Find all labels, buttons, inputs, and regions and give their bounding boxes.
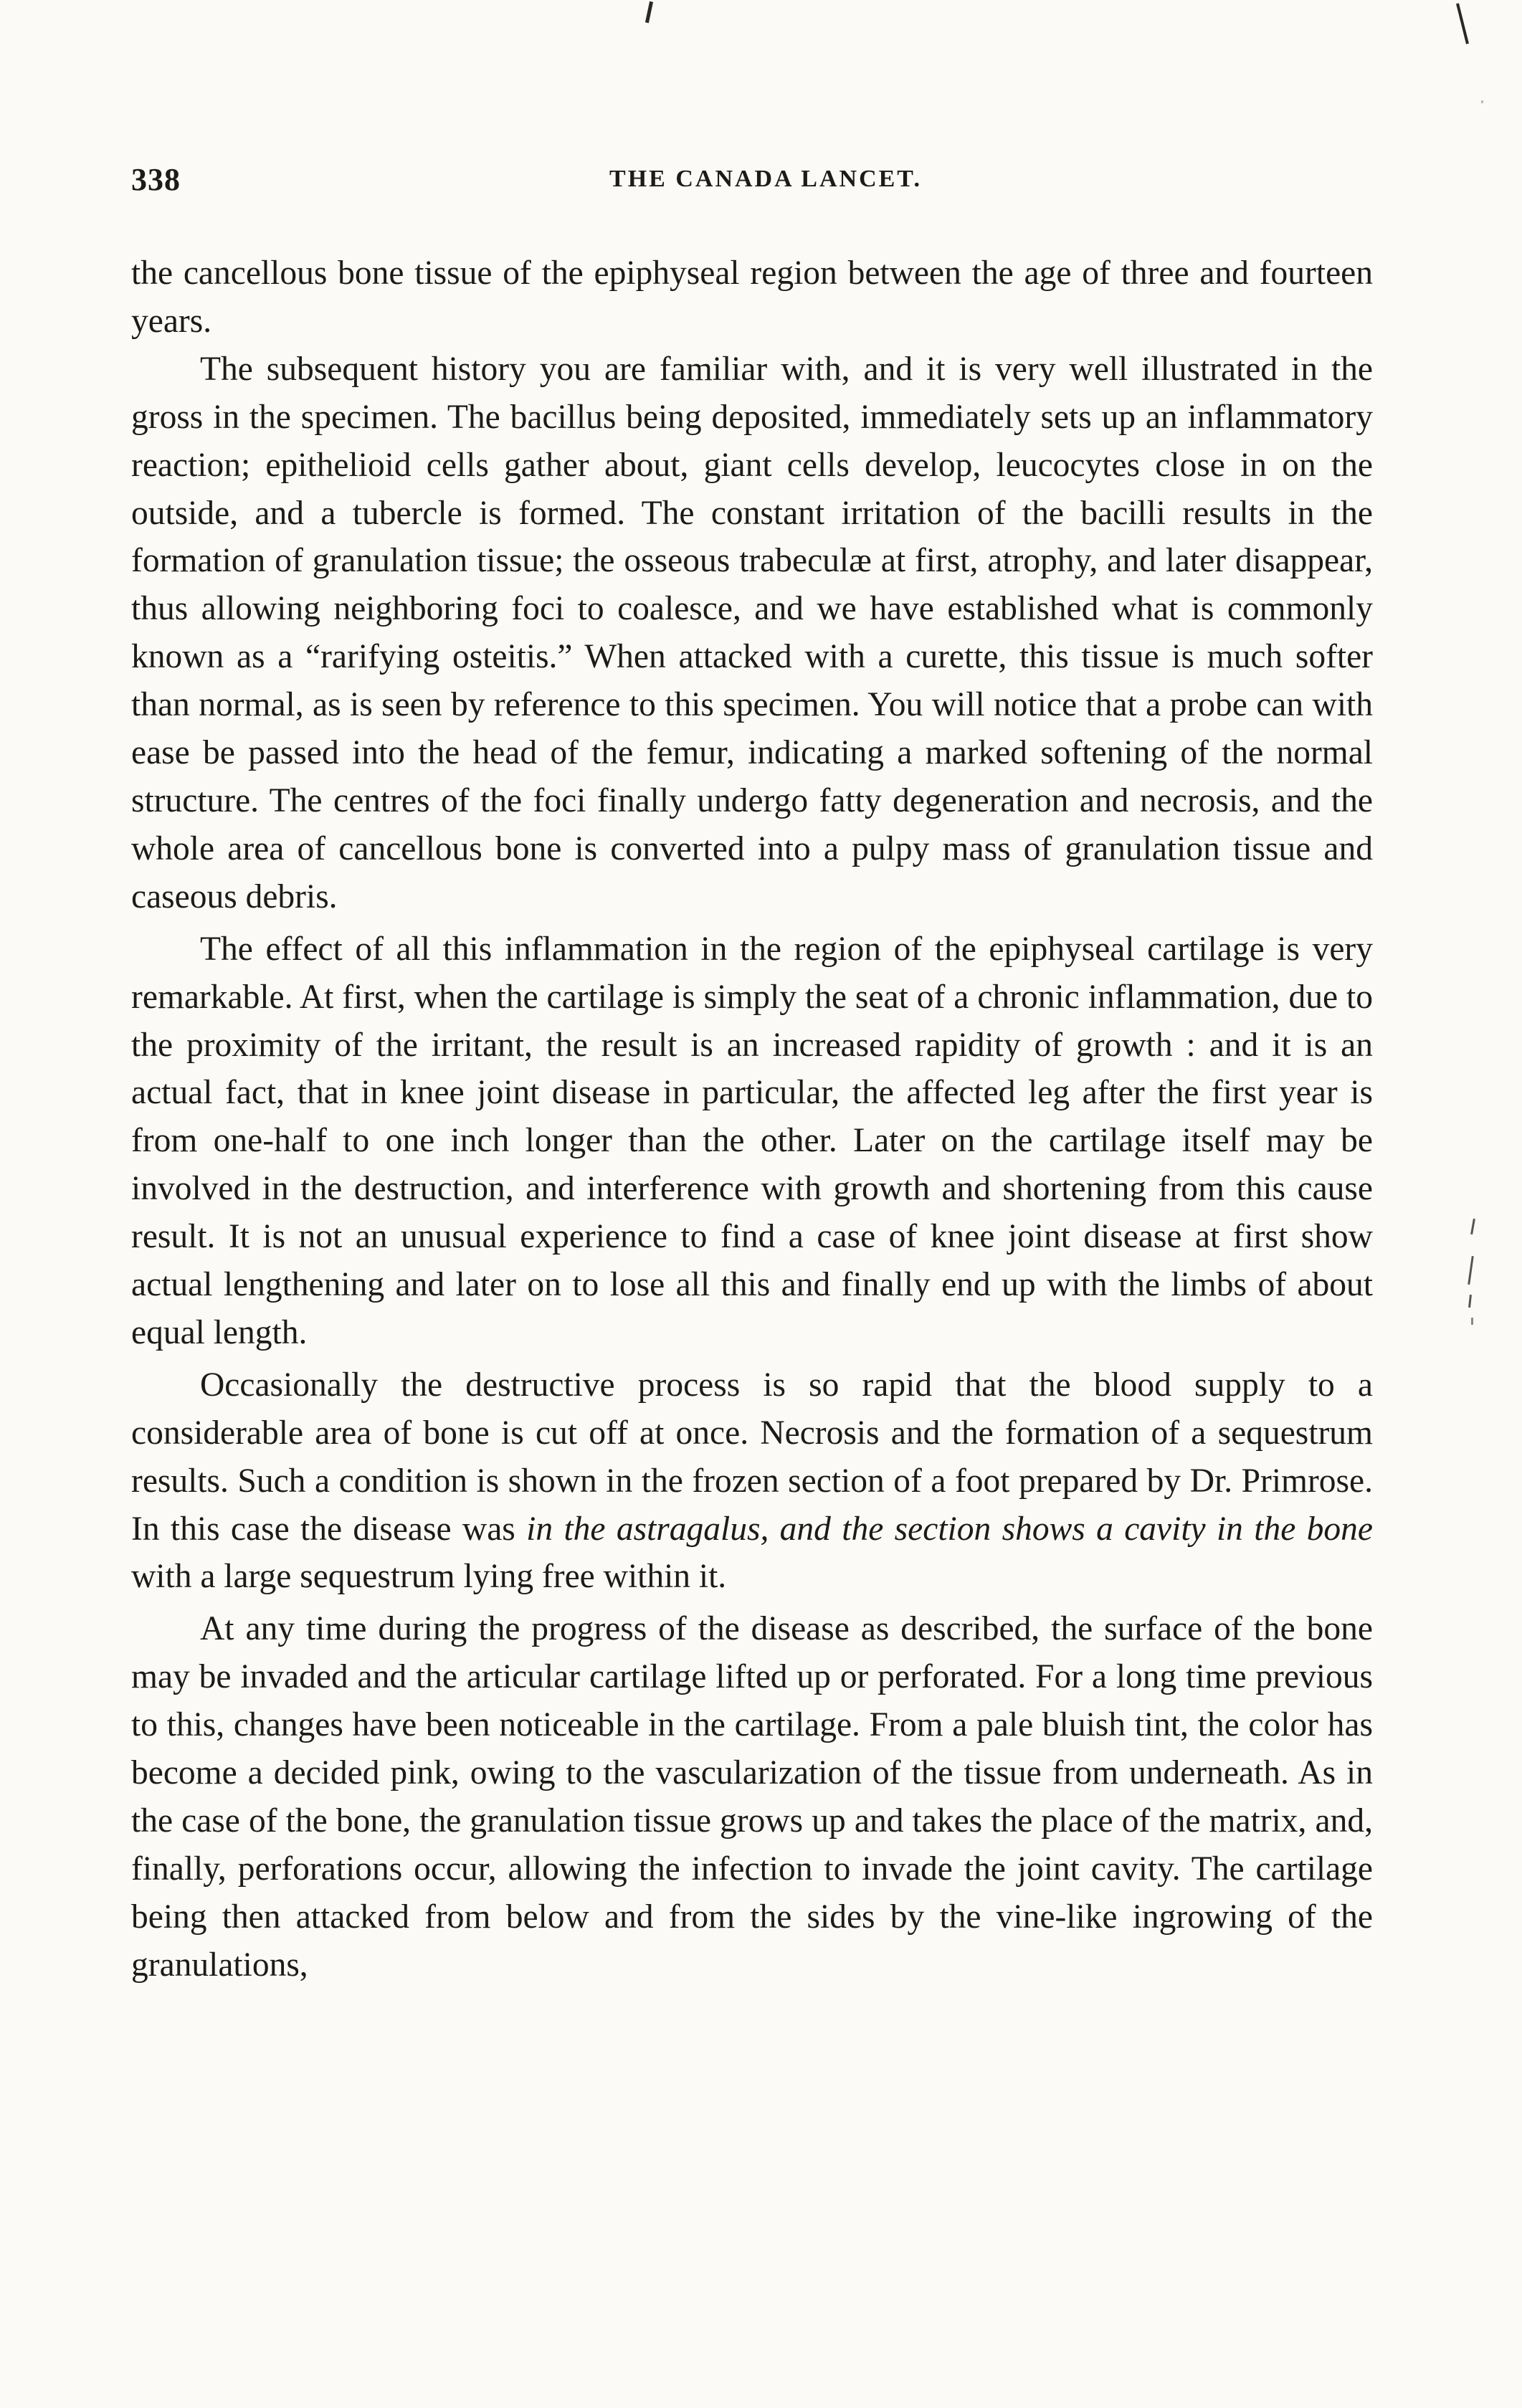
paragraph: The subsequent history you are familiar with, and it is very well illustrated in the gross in the specimen. The bacillus being deposited, immediately sets up an inflammatory reaction; epithelioid cells gather about, giant cells develop, leucocytes close in on the outside, and a tubercle is formed. The constant irritation of the bacilli results in the formation of granulation tissue; the osseous trabeculæ at first, atrophy, and later disappear, thus allowing neighboring foci to coalesce, and we have established what is commonly known as a “rarifying osteitis.” When attacked with a curette, this tissue is much softer than normal, as is seen by reference to this specimen. You will notice that a probe can with ease be passed into the head of the femur, indicating a marked softening of the normal structure. The centres of the foci finally undergo fatty degeneration and necrosis, and the whole area of cancellous bone is converted into a pulpy mass of granulation tissue and caseous debris. xyxy=(131,350,1373,915)
margin-artifact-mark xyxy=(1471,1318,1473,1325)
paragraph-text: with a large sequestrum lying free within it. xyxy=(131,1558,727,1596)
page-number: 338 xyxy=(131,162,181,197)
running-head xyxy=(131,161,1371,204)
margin-artifact-mark xyxy=(1468,1256,1474,1285)
scan-artifact-mark xyxy=(1456,3,1469,44)
margin-artifact-mark xyxy=(1468,1295,1472,1308)
paragraph: The effect of all this inflammation in the region of the epiphyseal cartilage is very remarkable. At first, when the cartilage is simply the seat of a chronic inflammation, due to the proximity of the irritant, the result is an increased rapidity of growth : and it is an actual fact, that in knee joint disease in particular, the affected leg after the first year is from one-half to one inch longer than the other. Later on the cartilage itself may be involved in the destruction, and interference with growth and shortening from this cause result. It is not an unusual experience to find a case of knee joint disease at first show actual lengthening and later on to lose all this and finally end up with the limbs of about equal length. xyxy=(131,930,1373,1351)
italic-phrase: in the astragalus, and the section shows a cavity in the bone xyxy=(526,1510,1373,1548)
scan-artifact-mark xyxy=(645,1,653,23)
paragraph xyxy=(131,1361,1373,1602)
paragraph: At any time during the progress of the disease as described, the surface of the bone may be invaded and the articular cartilage lifted up or perforated. For a long time previous to this, changes have been noticeable in the cartilage. From a pale bluish tint, the color has become a decided pink, owing to the vascularization of the tissue from underneath. As in the case of the bone, the granulation tissue grows up and takes the place of the matrix, and, finally, perforations occur, allowing the infection to invade the joint cavity. The cartilage being then attacked from below and from the sides by the vine-like ingrowing of the granulations, xyxy=(131,1610,1373,1984)
body-text xyxy=(131,249,1373,1989)
paragraph-text: Occasionally the destructive process is so rapid that the blood supply to a considerable area of bone is cut off at once. Necrosis and the formation of a sequestrum results. Such a condition is shown in the frozen section of a foot prepared by Dr. Primrose. In this case the disease was xyxy=(131,1366,1373,1548)
journal-title: THE CANADA LANCET. xyxy=(609,166,922,192)
scan-artifact-speck xyxy=(1481,100,1483,103)
paragraph-continued: the cancellous bone tissue of the epiphyseal region between the age of three and fourteen years. xyxy=(131,254,1373,340)
margin-artifact-mark xyxy=(1470,1219,1475,1234)
